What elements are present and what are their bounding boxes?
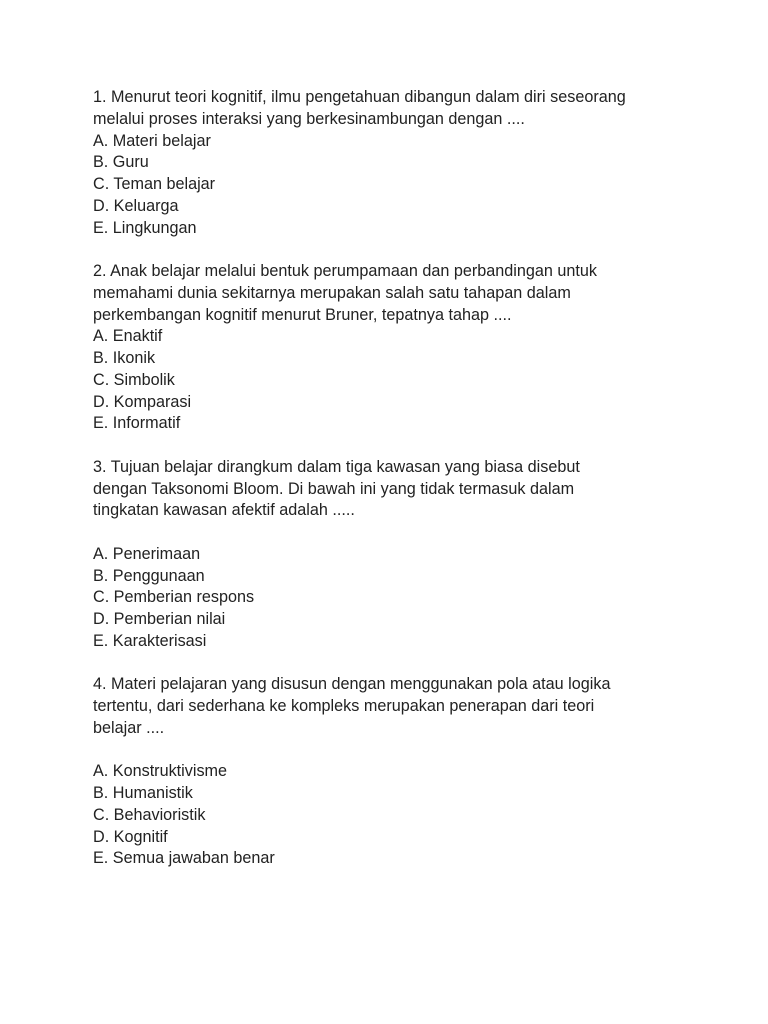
question-4 <box>93 674 693 870</box>
answer-option: E. Lingkungan <box>93 218 197 237</box>
document-page <box>93 87 693 892</box>
answer-option: C. Teman belajar <box>93 175 216 193</box>
answer-option: A. Konstruktivisme <box>93 762 228 781</box>
question-stem-line: belajar .... <box>93 718 165 737</box>
answer-option: A. Enaktif <box>93 327 163 346</box>
answer-option: B. Humanistik <box>93 784 193 802</box>
answer-option: A. Materi belajar <box>93 131 211 150</box>
answer-option: B. Ikonik <box>93 349 156 367</box>
answer-option: E. Semua jawaban benar <box>93 849 275 868</box>
answer-option: B. Guru <box>93 153 149 172</box>
question-stem-line: perkembangan kognitif menurut Bruner, tepatnya tahap .... <box>93 305 512 324</box>
question-stem-line: dengan Taksonomi Bloom. Di bawah ini yang tidak termasuk dalam <box>93 479 575 498</box>
question-stem-line: 2. Anak belajar melalui bentuk perumpamaan dan perbandingan untuk <box>93 262 597 280</box>
question-stem-line: melalui proses interaksi yang berkesinambungan dengan .... <box>93 109 525 128</box>
answer-option: C. Simbolik <box>93 370 175 389</box>
answer-option: C. Pemberian respons <box>93 588 255 607</box>
blank-line <box>93 522 693 544</box>
answer-option: C. Behavioristik <box>93 805 206 824</box>
question-stem-line: 1. Menurut teori kognitif, ilmu pengetahuan dibangun dalam diri seseorang <box>93 88 626 106</box>
question-stem-line: 3. Tujuan belajar dirangkum dalam tiga kawasan yang biasa disebut <box>93 457 580 476</box>
answer-option: D. Keluarga <box>93 196 179 215</box>
question-1 <box>93 87 693 239</box>
blank-line <box>93 740 693 762</box>
question-stem-line: memahami dunia sekitarnya merupakan salah satu tahapan dalam <box>93 283 571 302</box>
question-stem-line: tingkatan kawasan afektif adalah ..... <box>93 501 355 520</box>
answer-option: D. Komparasi <box>93 392 192 411</box>
question-stem-line: tertentu, dari sederhana ke kompleks merupakan penerapan dari teori <box>93 697 595 715</box>
answer-option: A. Penerimaan <box>93 544 201 563</box>
answer-option: D. Kognitif <box>93 827 168 846</box>
question-3 <box>93 457 693 653</box>
question-2 <box>93 261 693 435</box>
answer-option: B. Penggunaan <box>93 566 205 585</box>
answer-option: E. Informatif <box>93 414 181 433</box>
answer-option: E. Karakterisasi <box>93 631 207 650</box>
question-stem-line: 4. Materi pelajaran yang disusun dengan menggunakan pola atau logika <box>93 675 611 694</box>
answer-option: D. Pemberian nilai <box>93 610 226 628</box>
